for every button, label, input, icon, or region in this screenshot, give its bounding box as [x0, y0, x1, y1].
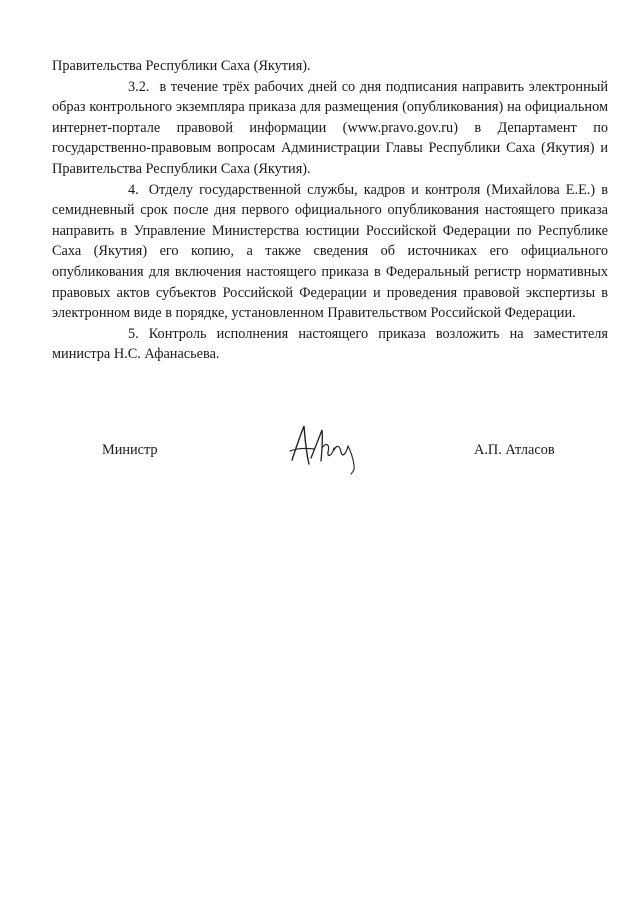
clause-5 — [52, 324, 608, 365]
signature-block — [0, 418, 640, 478]
signer-name: А.П. Атласов — [474, 442, 555, 458]
clause-number: 4. — [128, 181, 139, 198]
clause-text: в течение трёх рабочих дней со дня подписания направить электронный образ контрольного экземпляра приказа для размещения (опубликования) на официальном интернет-портале правовой информации (www.pravo.gov.ru) в Департамент по государственно-правовым вопросам Администрации Главы Республики Саха (Якутия) и Правительства Республики Саха (Якутия). — [52, 78, 608, 177]
clause-number: 3.2. — [128, 78, 150, 95]
clause-4 — [52, 180, 608, 324]
clause-text: Контроль исполнения настоящего приказа возложить на заместителя министра Н.С. Афанасьева. — [52, 325, 608, 363]
clause-text: Отделу государственной службы, кадров и контроля (Михайлова Е.Е.) в семидневный срок после дня первого официального опубликования настоящего приказа направить в Управление Министерства юстиции Российской Федерации по Республике Саха (Якутия) его копию, а также сведения об источниках его официального опубликования для включения настоящего приказа в Федеральный регистр нормативных правовых актов субъектов Российской Федерации и проведения правовой экспертизы в электронном виде в порядке, установленном Правительством Российской Федерации. — [52, 181, 608, 322]
clause-3-2 — [52, 77, 608, 180]
continuation-paragraph: Правительства Республики Саха (Якутия). — [52, 58, 311, 74]
document-body — [52, 56, 608, 365]
handwritten-signature — [280, 418, 366, 478]
signer-title: Министр — [102, 442, 158, 458]
clause-number: 5. — [128, 325, 139, 342]
